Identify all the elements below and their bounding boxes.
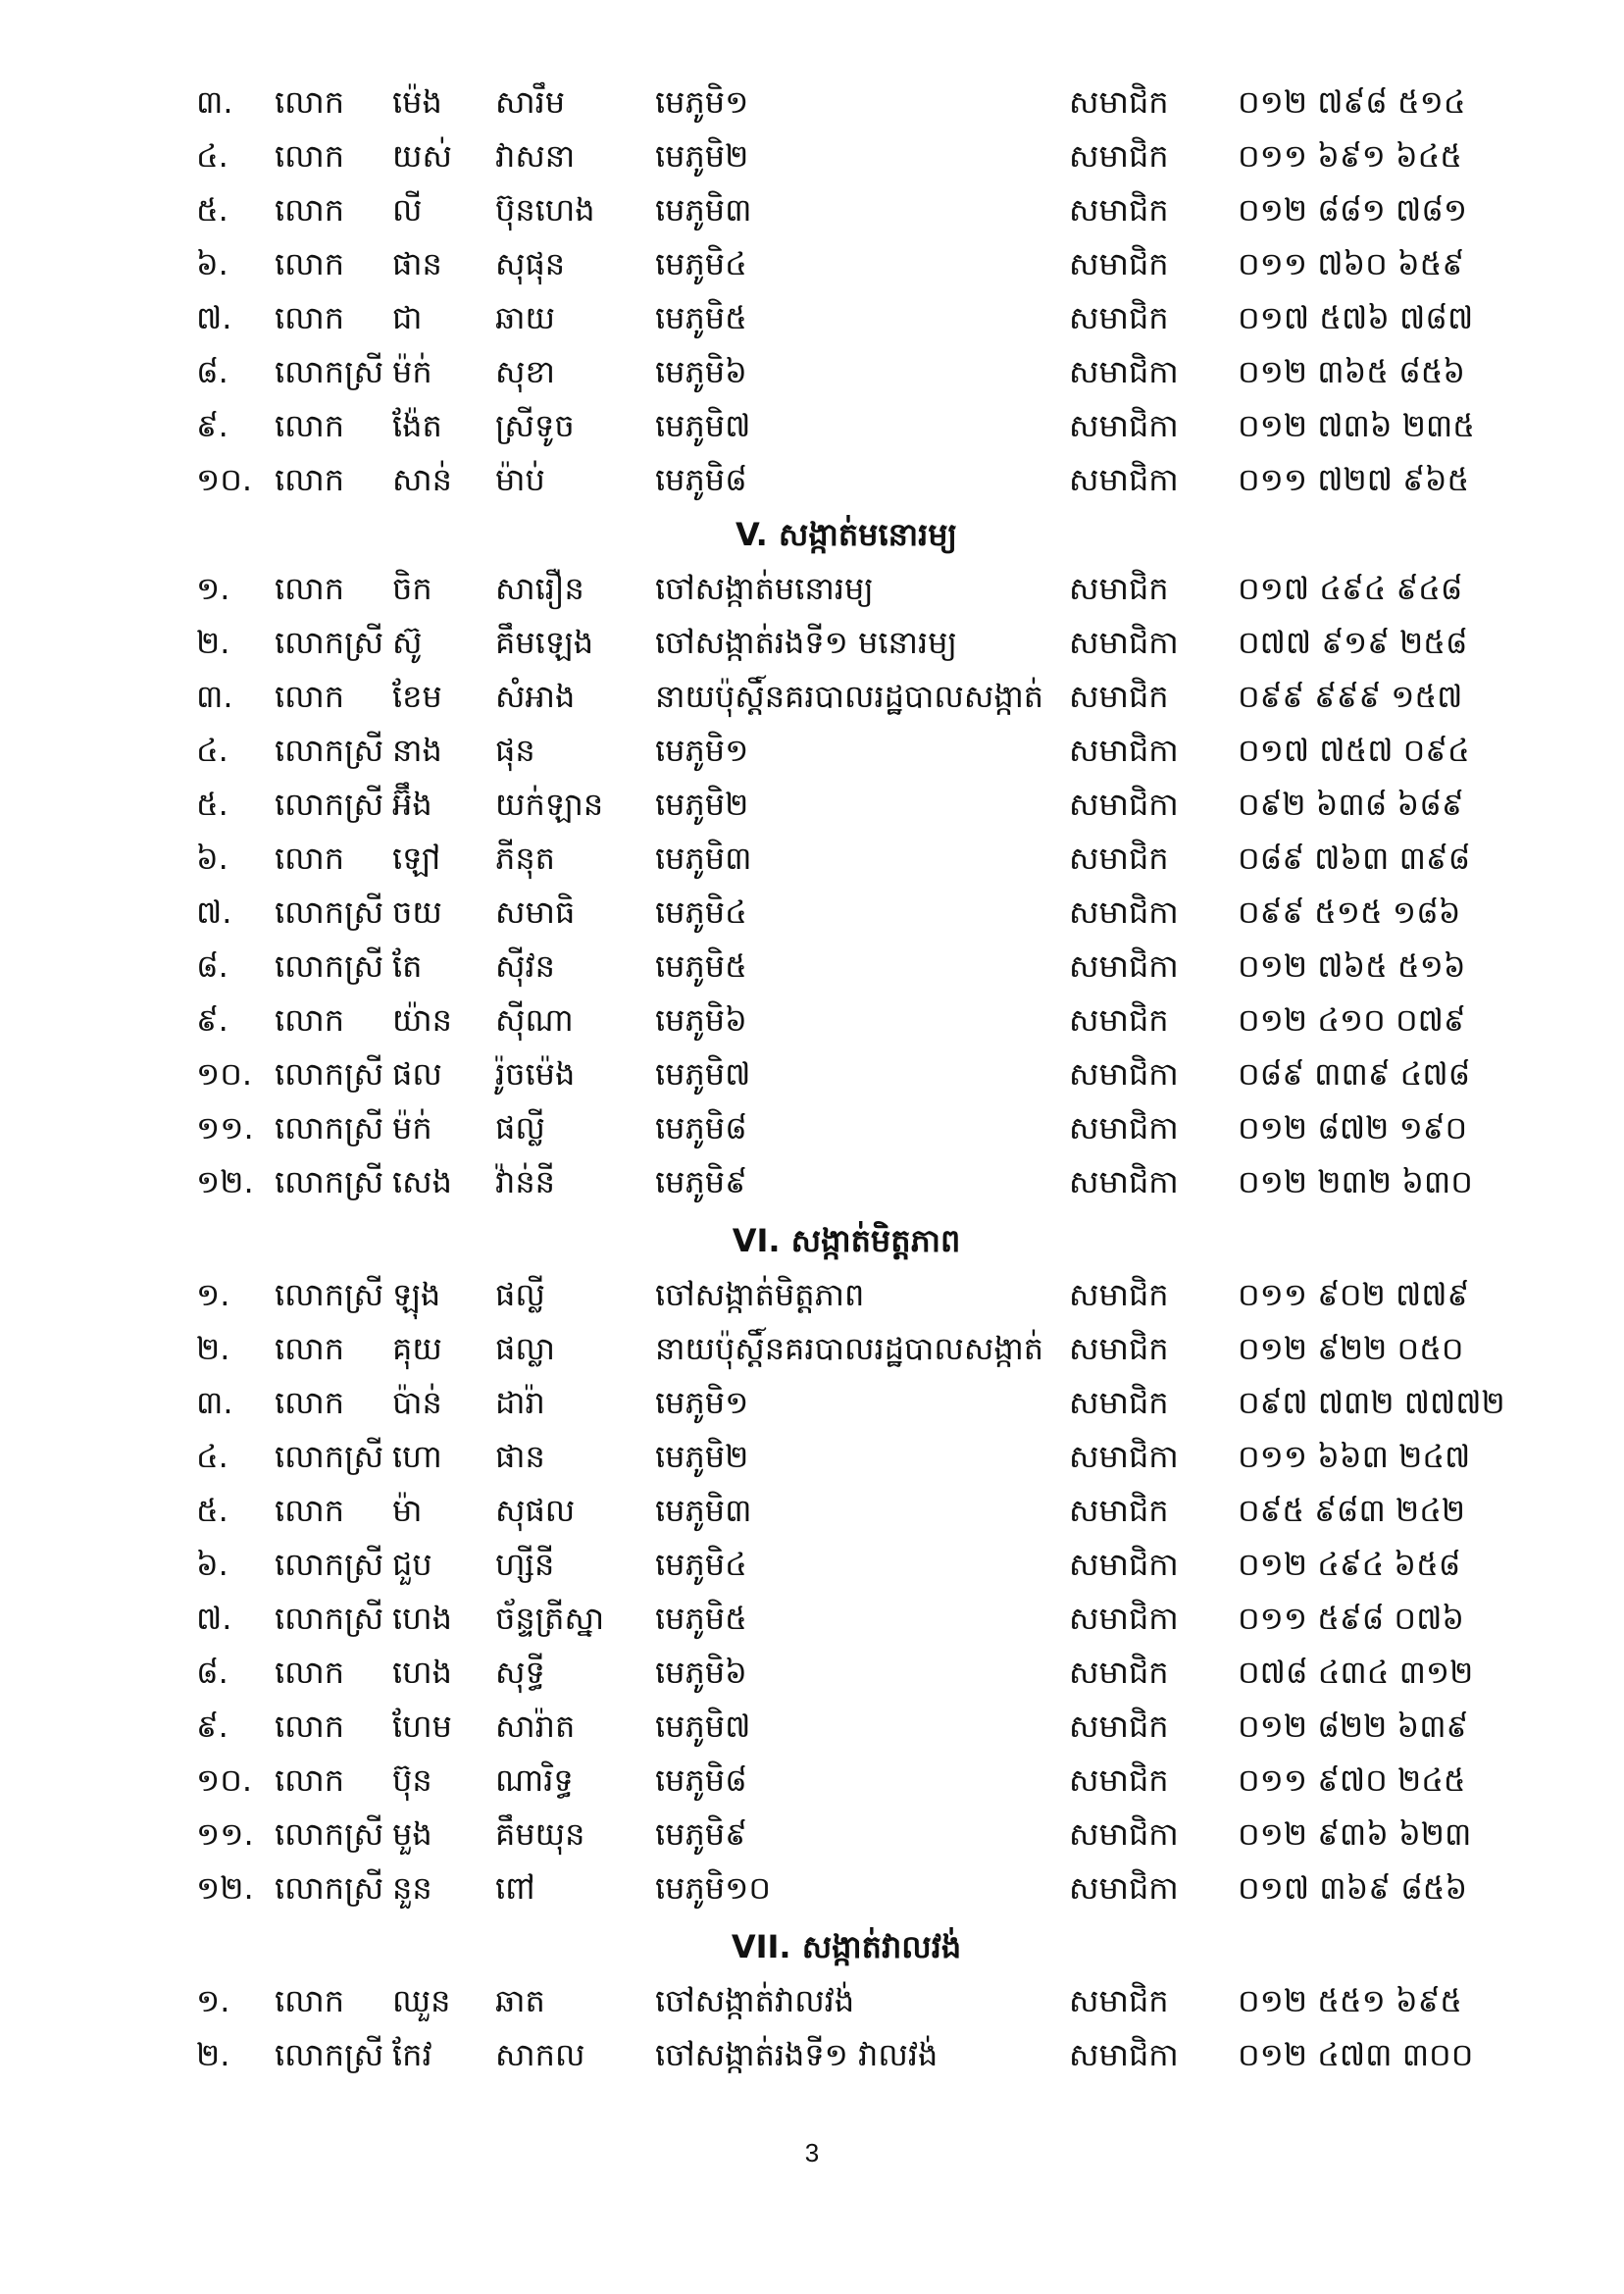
phone-number: ០១៧ ៣៦៩ ៨៥៦: [1238, 1869, 1468, 1907]
position: មេភូមិ៥: [655, 1600, 747, 1637]
row-number: ៤.: [196, 1438, 228, 1475]
page-number: 3: [804, 2138, 820, 2167]
family-name: ឡៅ: [392, 840, 441, 877]
section-continued-list: [0, 76, 1624, 507]
row-number: ៩.: [196, 1708, 228, 1745]
membership: សមាជិក: [1069, 1654, 1169, 1691]
family-name: ចយ: [392, 893, 442, 931]
phone-number: ០១១ ៩៧០ ២៤៥: [1238, 1761, 1466, 1799]
family-name: ខែម: [392, 678, 442, 715]
given-name: សារ៉ាត: [495, 1708, 576, 1745]
section-mittapheap: [0, 1213, 1624, 1915]
member-row: [0, 2028, 1624, 2082]
row-number: ៦.: [196, 840, 228, 877]
given-name: ម៉ាប់: [495, 461, 545, 498]
position: ចៅសង្កាត់រងទី១ វាលវង់: [655, 2036, 939, 2073]
phone-number: ០៧៨ ៤៣៤ ៣១២: [1238, 1654, 1474, 1691]
honorific: លោកស្រី: [275, 353, 384, 390]
honorific: លោកស្រី: [275, 1869, 384, 1907]
phone-number: ០៧៧ ៩១៩ ២៥៨: [1238, 624, 1468, 661]
position: នាយប៉ុស្តិ៍នគរបាលរដ្ឋបាលសង្កាត់: [655, 1330, 1044, 1367]
honorific: លោក: [275, 299, 345, 336]
member-row: [0, 1754, 1624, 1808]
given-name: សមាធិ: [495, 893, 576, 931]
position: ចៅសង្កាត់វាលវង់: [655, 1982, 855, 2019]
honorific: លោក: [275, 570, 345, 607]
honorific: លោក: [275, 1330, 345, 1367]
position: មេភូមិ៩: [655, 1815, 747, 1853]
phone-number: ០១១ ៧៦០ ៦៥៩: [1238, 245, 1464, 282]
phone-number: ០១២ ៩៣៦ ៦២៣: [1238, 1815, 1472, 1853]
member-row: [0, 1101, 1624, 1155]
row-number: ១.: [196, 1276, 230, 1313]
phone-number: ០១៧ ៥៧៦ ៧៨៧: [1238, 299, 1474, 336]
given-name: ផុន: [495, 732, 535, 769]
member-row: [0, 670, 1624, 724]
family-name: ហេង: [392, 1600, 452, 1637]
phone-number: ០៩៥ ៩៨៣ ២៤២: [1238, 1492, 1466, 1529]
given-name: ច័ន្ទត្រីស្នា: [495, 1600, 605, 1637]
membership: សមាជិកា: [1069, 893, 1179, 931]
row-number: ៩.: [196, 1001, 228, 1039]
honorific: លោក: [275, 137, 345, 175]
position: មេភូមិ៥: [655, 947, 747, 985]
membership: សមាជិក: [1069, 570, 1169, 607]
section-veal-vong: [0, 1919, 1624, 2082]
honorific: លោកស្រី: [275, 1163, 384, 1200]
membership: សមាជិកា: [1069, 947, 1179, 985]
member-row: [0, 1592, 1624, 1646]
given-name: សុខា: [495, 353, 555, 390]
position: មេភូមិ៣: [655, 840, 752, 877]
honorific: លោក: [275, 1492, 345, 1529]
given-name: រ៉ូចម៉េង: [495, 1055, 576, 1093]
member-row: [0, 1808, 1624, 1861]
row-number: ១១.: [196, 1815, 254, 1853]
family-name: មួង: [392, 1815, 432, 1853]
membership: សមាជិកា: [1069, 1815, 1179, 1853]
honorific: លោក: [275, 678, 345, 715]
row-number: ៥.: [196, 786, 228, 823]
row-number: ២.: [196, 2036, 230, 2073]
position: មេភូមិ៦: [655, 353, 747, 390]
given-name: ហ្សីនី: [495, 1546, 555, 1583]
phone-number: ០១១ ៥៩៨ ០៧៦: [1238, 1600, 1464, 1637]
family-name: គុយ: [392, 1330, 442, 1367]
member-row: [0, 832, 1624, 886]
member-row: [0, 616, 1624, 670]
membership: សមាជិកា: [1069, 1109, 1179, 1147]
position: មេភូមិ៨: [655, 1109, 747, 1147]
member-row: [0, 1268, 1624, 1322]
position: មេភូមិ៤: [655, 1546, 747, 1583]
member-row: [0, 1700, 1624, 1754]
family-name: យ៉ាន: [392, 1001, 452, 1039]
position: មេភូមិ៩: [655, 1163, 747, 1200]
membership: សមាជិកា: [1069, 732, 1179, 769]
position: មេភូមិ៧: [655, 407, 751, 444]
given-name: ផល្លា: [495, 1330, 555, 1367]
phone-number: ០១២ ៩២២ ០៥០: [1238, 1330, 1464, 1367]
row-number: ៥.: [196, 1492, 228, 1529]
phone-number: ០៩៧ ៧៣២ ៧៧៧២: [1238, 1384, 1505, 1421]
family-name: ផល: [392, 1055, 442, 1093]
position: មេភូមិ២: [655, 1438, 749, 1475]
family-name: ម៉ា: [392, 1492, 423, 1529]
family-name: ជា: [392, 299, 423, 336]
row-number: ៦.: [196, 1546, 228, 1583]
row-number: ៧.: [196, 1600, 232, 1637]
member-row: [0, 345, 1624, 399]
row-number: ២.: [196, 624, 230, 661]
membership: សមាជិកា: [1069, 786, 1179, 823]
member-row: [0, 76, 1624, 129]
family-name: តែ: [392, 947, 423, 985]
membership: សមាជិកា: [1069, 1600, 1179, 1637]
membership: សមាជិកា: [1069, 624, 1179, 661]
member-row: [0, 724, 1624, 778]
honorific: លោកស្រី: [275, 1600, 384, 1637]
family-name: ប៉ាន់: [392, 1384, 442, 1421]
given-name: សាកល: [495, 2036, 585, 2073]
membership: សមាជិក: [1069, 1330, 1169, 1367]
given-name: ពៅ: [495, 1869, 535, 1907]
honorific: លោក: [275, 1761, 345, 1799]
honorific: លោកស្រី: [275, 1055, 384, 1093]
phone-number: ០១២ ៣៦៥ ៨៥៦: [1238, 353, 1466, 390]
row-number: ៩.: [196, 407, 228, 444]
honorific: លោកស្រី: [275, 1276, 384, 1313]
given-name: ផាន: [495, 1438, 545, 1475]
family-name: ហែម: [392, 1708, 452, 1745]
family-name: យស់: [392, 137, 452, 175]
position: មេភូមិ៧: [655, 1708, 751, 1745]
given-name: ភីនុត: [495, 840, 555, 877]
membership: សមាជិក: [1069, 299, 1169, 336]
section-heading: VII. សង្កាត់វាលវង់: [731, 1928, 962, 1965]
row-number: ១២.: [196, 1869, 254, 1907]
phone-number: ០១២ ៧៦៥ ៥១៦: [1238, 947, 1466, 985]
row-number: ៦.: [196, 245, 228, 282]
family-name: នាង: [392, 732, 442, 769]
row-number: ២.: [196, 1330, 230, 1367]
honorific: លោកស្រី: [275, 1438, 384, 1475]
membership: សមាជិកា: [1069, 2036, 1179, 2073]
given-name: សុផល: [495, 1492, 576, 1529]
member-row: [0, 994, 1624, 1047]
honorific: លោកស្រី: [275, 1109, 384, 1147]
phone-number: ០១២ ៨២២ ៦៣៩: [1238, 1708, 1469, 1745]
row-number: ៤.: [196, 732, 228, 769]
family-name: ឈួន: [392, 1982, 451, 2019]
family-name: សាន់: [392, 461, 452, 498]
position: ចៅសង្កាត់មិត្តភាព: [655, 1276, 865, 1313]
position: មេភូមិ១០: [655, 1869, 771, 1907]
member-row: [0, 237, 1624, 291]
phone-number: ០១២ ៤១០ ០៧៩: [1238, 1001, 1466, 1039]
member-row: [0, 1322, 1624, 1376]
row-number: ៧.: [196, 893, 232, 931]
family-name: ចិក: [392, 570, 432, 607]
member-row: [0, 940, 1624, 994]
family-name: ម៉េង: [392, 83, 442, 121]
membership: សមាជិក: [1069, 1001, 1169, 1039]
honorific: លោកស្រី: [275, 947, 384, 985]
honorific: លោកស្រី: [275, 893, 384, 931]
given-name: ណារិទ្ធ: [495, 1761, 574, 1799]
phone-number: ០១២ ៤៧៣ ៣០០: [1238, 2036, 1474, 2073]
member-row: [0, 1861, 1624, 1915]
position: មេភូមិ៤: [655, 893, 747, 931]
member-row: [0, 183, 1624, 237]
membership: សមាជិកា: [1069, 1869, 1179, 1907]
given-name: វ៉ាន់នី: [495, 1163, 555, 1200]
section-heading: V. សង្កាត់មនោរម្យ: [735, 516, 958, 553]
honorific: លោកស្រី: [275, 1546, 384, 1583]
phone-number: ០១៧ ៧៥៧ ០៩៤: [1238, 732, 1470, 769]
phone-number: ០១២ ៤៩៤ ៦៥៨: [1238, 1546, 1461, 1583]
row-number: ១០.: [196, 1761, 253, 1799]
row-number: ១០.: [196, 461, 253, 498]
honorific: លោក: [275, 1654, 345, 1691]
honorific: លោកស្រី: [275, 732, 384, 769]
position: មេភូមិ៧: [655, 1055, 751, 1093]
given-name: ស្រីទូច: [495, 407, 575, 444]
position: មេភូមិ៨: [655, 1761, 747, 1799]
row-number: ១.: [196, 1982, 230, 2019]
phone-number: ០៨៩ ៧៦៣ ៣៩៨: [1238, 840, 1471, 877]
position: មេភូមិ៥: [655, 299, 747, 336]
family-name: ហេង: [392, 1654, 452, 1691]
row-number: ១១.: [196, 1109, 254, 1147]
phone-number: ០១១ ៧២៧ ៩៦៥: [1238, 461, 1470, 498]
row-number: ១០.: [196, 1055, 253, 1093]
phone-number: ០១៧ ៤៩៤ ៩៤៨: [1238, 570, 1463, 607]
honorific: លោក: [275, 1001, 345, 1039]
row-number: ៨.: [196, 1654, 228, 1691]
position: នាយប៉ុស្តិ៍នគរបាលរដ្ឋបាលសង្កាត់: [655, 678, 1044, 715]
membership: សមាជិកា: [1069, 461, 1179, 498]
honorific: លោកស្រី: [275, 2036, 384, 2073]
row-number: ៣.: [196, 678, 233, 715]
honorific: លោក: [275, 245, 345, 282]
member-row: [0, 1155, 1624, 1209]
given-name: ប៊ុនហេង: [495, 191, 595, 229]
member-row: [0, 562, 1624, 616]
given-name: ស៊ីវន: [495, 947, 555, 985]
section-heading: VI. សង្កាត់មិត្តភាព: [732, 1222, 961, 1259]
phone-number: ០៨៩ ៣៣៩ ៤៧៨: [1238, 1055, 1471, 1093]
position: មេភូមិ៣: [655, 1492, 752, 1529]
membership: សមាជិក: [1069, 245, 1169, 282]
membership: សមាជិក: [1069, 1384, 1169, 1421]
member-row: [0, 453, 1624, 507]
membership: សមាជិក: [1069, 137, 1169, 175]
given-name: ផល្លី: [495, 1276, 545, 1313]
honorific: លោក: [275, 1384, 345, 1421]
phone-number: ០១១ ៩០២ ៧៧៩: [1238, 1276, 1470, 1313]
honorific: លោក: [275, 191, 345, 229]
family-name: សេង: [392, 1163, 452, 1200]
phone-number: ០៩៩ ៩៩៩ ១៥៧: [1238, 678, 1463, 715]
family-name: ជួប: [392, 1546, 432, 1583]
family-name: ម៉ក់: [392, 1109, 432, 1147]
membership: សមាជិក: [1069, 1492, 1169, 1529]
phone-number: ០១១ ៦៦៣ ២៤៧: [1238, 1438, 1471, 1475]
member-row: [0, 1484, 1624, 1538]
given-name: សំអាង: [495, 678, 576, 715]
given-name: ឆាយ: [495, 299, 555, 336]
given-name: សារឿន: [495, 570, 584, 607]
family-name: ម៉ក់: [392, 353, 432, 390]
member-row: [0, 1974, 1624, 2028]
phone-number: ០១១ ៦៩១ ៦៤៥: [1238, 137, 1462, 175]
honorific: លោក: [275, 461, 345, 498]
position: មេភូមិ៨: [655, 461, 747, 498]
membership: សមាជិកា: [1069, 1055, 1179, 1093]
row-number: ៨.: [196, 353, 228, 390]
membership: សមាជិកា: [1069, 407, 1179, 444]
phone-number: ០១២ ៨៨១ ៧៨១: [1238, 191, 1468, 229]
honorific: លោក: [275, 840, 345, 877]
position: មេភូមិ៦: [655, 1001, 747, 1039]
row-number: ៧.: [196, 299, 232, 336]
phone-number: ០១២ ៧៩៨ ៥១៤: [1238, 83, 1466, 121]
member-row: [0, 1047, 1624, 1101]
family-name: ផាន: [392, 245, 442, 282]
given-name: វាសនា: [495, 137, 576, 175]
row-number: ១.: [196, 570, 230, 607]
family-name: អ៊ឹង: [392, 786, 432, 823]
membership: សមាជិកា: [1069, 1163, 1179, 1200]
section-monorom: [0, 507, 1624, 1209]
honorific: លោកស្រី: [275, 786, 384, 823]
honorific: លោកស្រី: [275, 1815, 384, 1853]
family-name: កែវ: [392, 2036, 432, 2073]
family-name: ង៉ែត: [392, 407, 442, 444]
family-name: ស៊ូ: [392, 624, 423, 661]
membership: សមាជិក: [1069, 83, 1169, 121]
given-name: ដារ៉ា: [495, 1384, 545, 1421]
member-row: [0, 1646, 1624, 1700]
membership: សមាជិក: [1069, 191, 1169, 229]
member-row: [0, 1430, 1624, 1484]
member-row: [0, 778, 1624, 832]
membership: សមាជិកា: [1069, 353, 1179, 390]
given-name: យក់ឡាន: [495, 786, 604, 823]
member-row: [0, 399, 1624, 453]
family-name: លី: [392, 191, 423, 229]
position: មេភូមិ១: [655, 1384, 749, 1421]
given-name: សុផុន: [495, 245, 566, 282]
honorific: លោក: [275, 1982, 345, 2019]
given-name: គឹមយុន: [495, 1815, 585, 1853]
member-row: [0, 886, 1624, 940]
position: មេភូមិ៦: [655, 1654, 747, 1691]
given-name: ឆាត: [495, 1982, 545, 2019]
member-row: [0, 291, 1624, 345]
phone-number: ០១២ ៨៧២ ១៩០: [1238, 1109, 1468, 1147]
given-name: ផល្លី: [495, 1109, 545, 1147]
row-number: ៣.: [196, 1384, 233, 1421]
position: មេភូមិ២: [655, 786, 749, 823]
row-number: ១២.: [196, 1163, 254, 1200]
phone-number: ០១២ ៧៣៦ ២៣៥: [1238, 407, 1475, 444]
position: មេភូមិ១: [655, 83, 749, 121]
row-number: ៥.: [196, 191, 228, 229]
honorific: លោក: [275, 83, 345, 121]
given-name: សារឹម: [495, 83, 566, 121]
membership: សមាជិក: [1069, 1708, 1169, 1745]
member-row: [0, 1538, 1624, 1592]
membership: សមាជិកា: [1069, 1546, 1179, 1583]
family-name: នួន: [392, 1869, 432, 1907]
membership: សមាជិកា: [1069, 1438, 1179, 1475]
honorific: លោកស្រី: [275, 624, 384, 661]
membership: សមាជិក: [1069, 1761, 1169, 1799]
row-number: ៤.: [196, 137, 228, 175]
position: មេភូមិ៣: [655, 191, 752, 229]
position: មេភូមិ៤: [655, 245, 747, 282]
position: មេភូមិ២: [655, 137, 749, 175]
honorific: លោក: [275, 407, 345, 444]
family-name: ហោ: [392, 1438, 442, 1475]
row-number: ៣.: [196, 83, 233, 121]
membership: សមាជិក: [1069, 1982, 1169, 2019]
family-name: ប៊ុន: [392, 1761, 432, 1799]
phone-number: ០១២ ៥៥១ ៦៩៥: [1238, 1982, 1462, 2019]
membership: សមាជិក: [1069, 678, 1169, 715]
phone-number: ០៩២ ៦៣៨ ៦៨៩: [1238, 786, 1464, 823]
membership: សមាជិក: [1069, 840, 1169, 877]
member-row: [0, 129, 1624, 183]
phone-number: ០១២ ២៣២ ៦៣០: [1238, 1163, 1473, 1200]
position: ចៅសង្កាត់មនោរម្យ: [655, 570, 874, 607]
given-name: គឹមឡេង: [495, 624, 593, 661]
phone-number: ០៩៩ ៥១៥ ១៨៦: [1238, 893, 1461, 931]
position: មេភូមិ១: [655, 732, 749, 769]
family-name: ឡុង: [392, 1276, 441, 1313]
given-name: សុទ្ធី: [495, 1654, 545, 1691]
membership: សមាជិក: [1069, 1276, 1169, 1313]
member-row: [0, 1376, 1624, 1430]
position: ចៅសង្កាត់រងទី១ មនោរម្យ: [655, 624, 957, 661]
row-number: ៨.: [196, 947, 228, 985]
honorific: លោក: [275, 1708, 345, 1745]
given-name: ស៊ីណា: [495, 1001, 574, 1039]
